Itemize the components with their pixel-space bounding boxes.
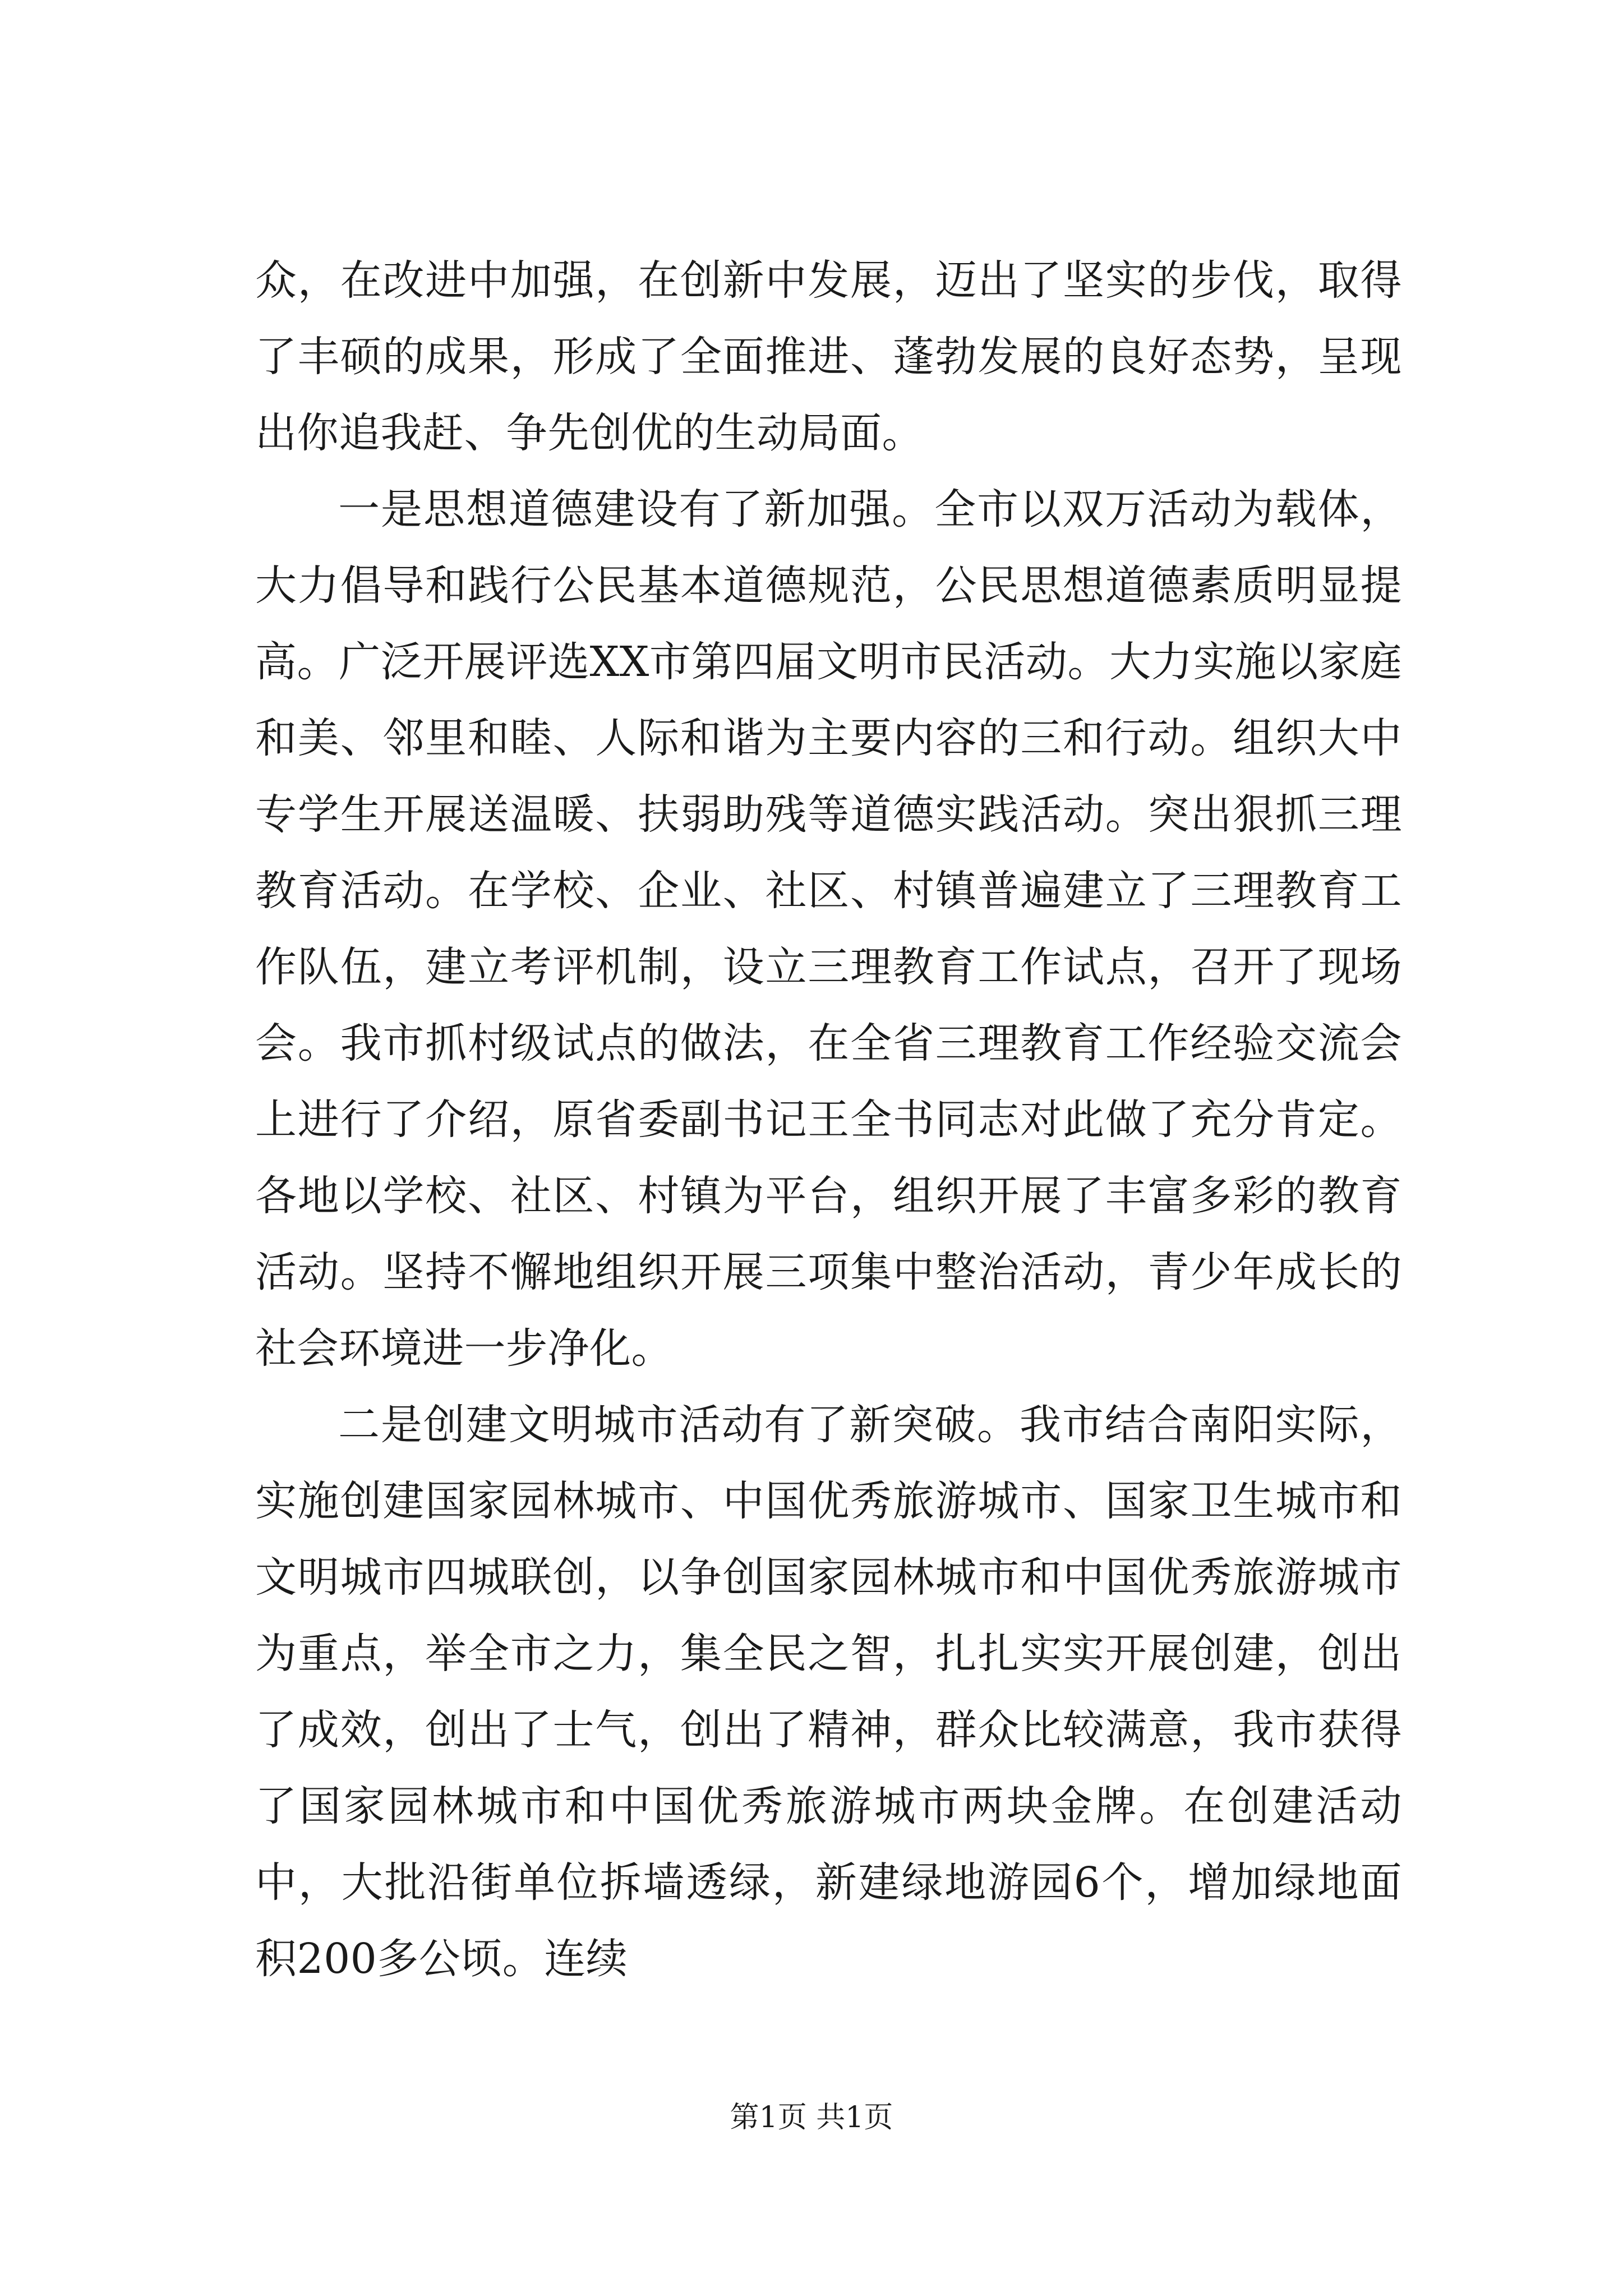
paragraph-3: 二是创建文明城市活动有了新突破。我市结合南阳实际，实施创建国家园林城市、中国优秀旅游城市、国家卫生城市和文明城市四城联创，以争创国家园林城市和中国优秀旅游城市为重点，举全市之力，集全民之智，扎扎实实开展创建，创出了成效，创出了士气，创出了精神，群众比较满意，我市获得了国家园林城市和中国优秀旅游城市两块金牌。在创建活动中，大批沿街单位拆墙透绿，新建绿地游园6个，增加绿地面积200多公顷。连续	[255, 1401, 1402, 1983]
page-footer: 第1页 共1页	[730, 2101, 893, 2134]
paragraph-2: 一是思想道德建设有了新加强。全市以双万活动为载体，大力倡导和践行公民基本道德规范，公民思想道德素质明显提高。广泛开展评选XX市第四届文明市民活动。大力实施以家庭和美、邻里和睦、人际和谐为主要内容的三和行动。组织大中专学生开展送温暖、扶弱助残等道德实践活动。突出狠抓三理教育活动。在学校、企业、社区、村镇普遍建立了三理教育工作队伍，建立考评机制，设立三理教育工作试点，召开了现场会。我市抓村级试点的做法，在全省三理教育工作经验交流会上进行了介绍，原省委副书记王全书同志对此做了充分肯定。各地以学校、社区、村镇为平台，组织开展了丰富多彩的教育活动。坚持不懈地组织开展三项集中整治活动，青少年成长的社会环境进一步净化。	[255, 485, 1402, 1373]
document-body	[255, 242, 1402, 1997]
paragraph-1: 众，在改进中加强，在创新中发展，迈出了坚实的步伐，取得了丰硕的成果，形成了全面推进、蓬勃发展的良好态势，呈现出你追我赶、争先创优的生动局面。	[255, 256, 1402, 457]
